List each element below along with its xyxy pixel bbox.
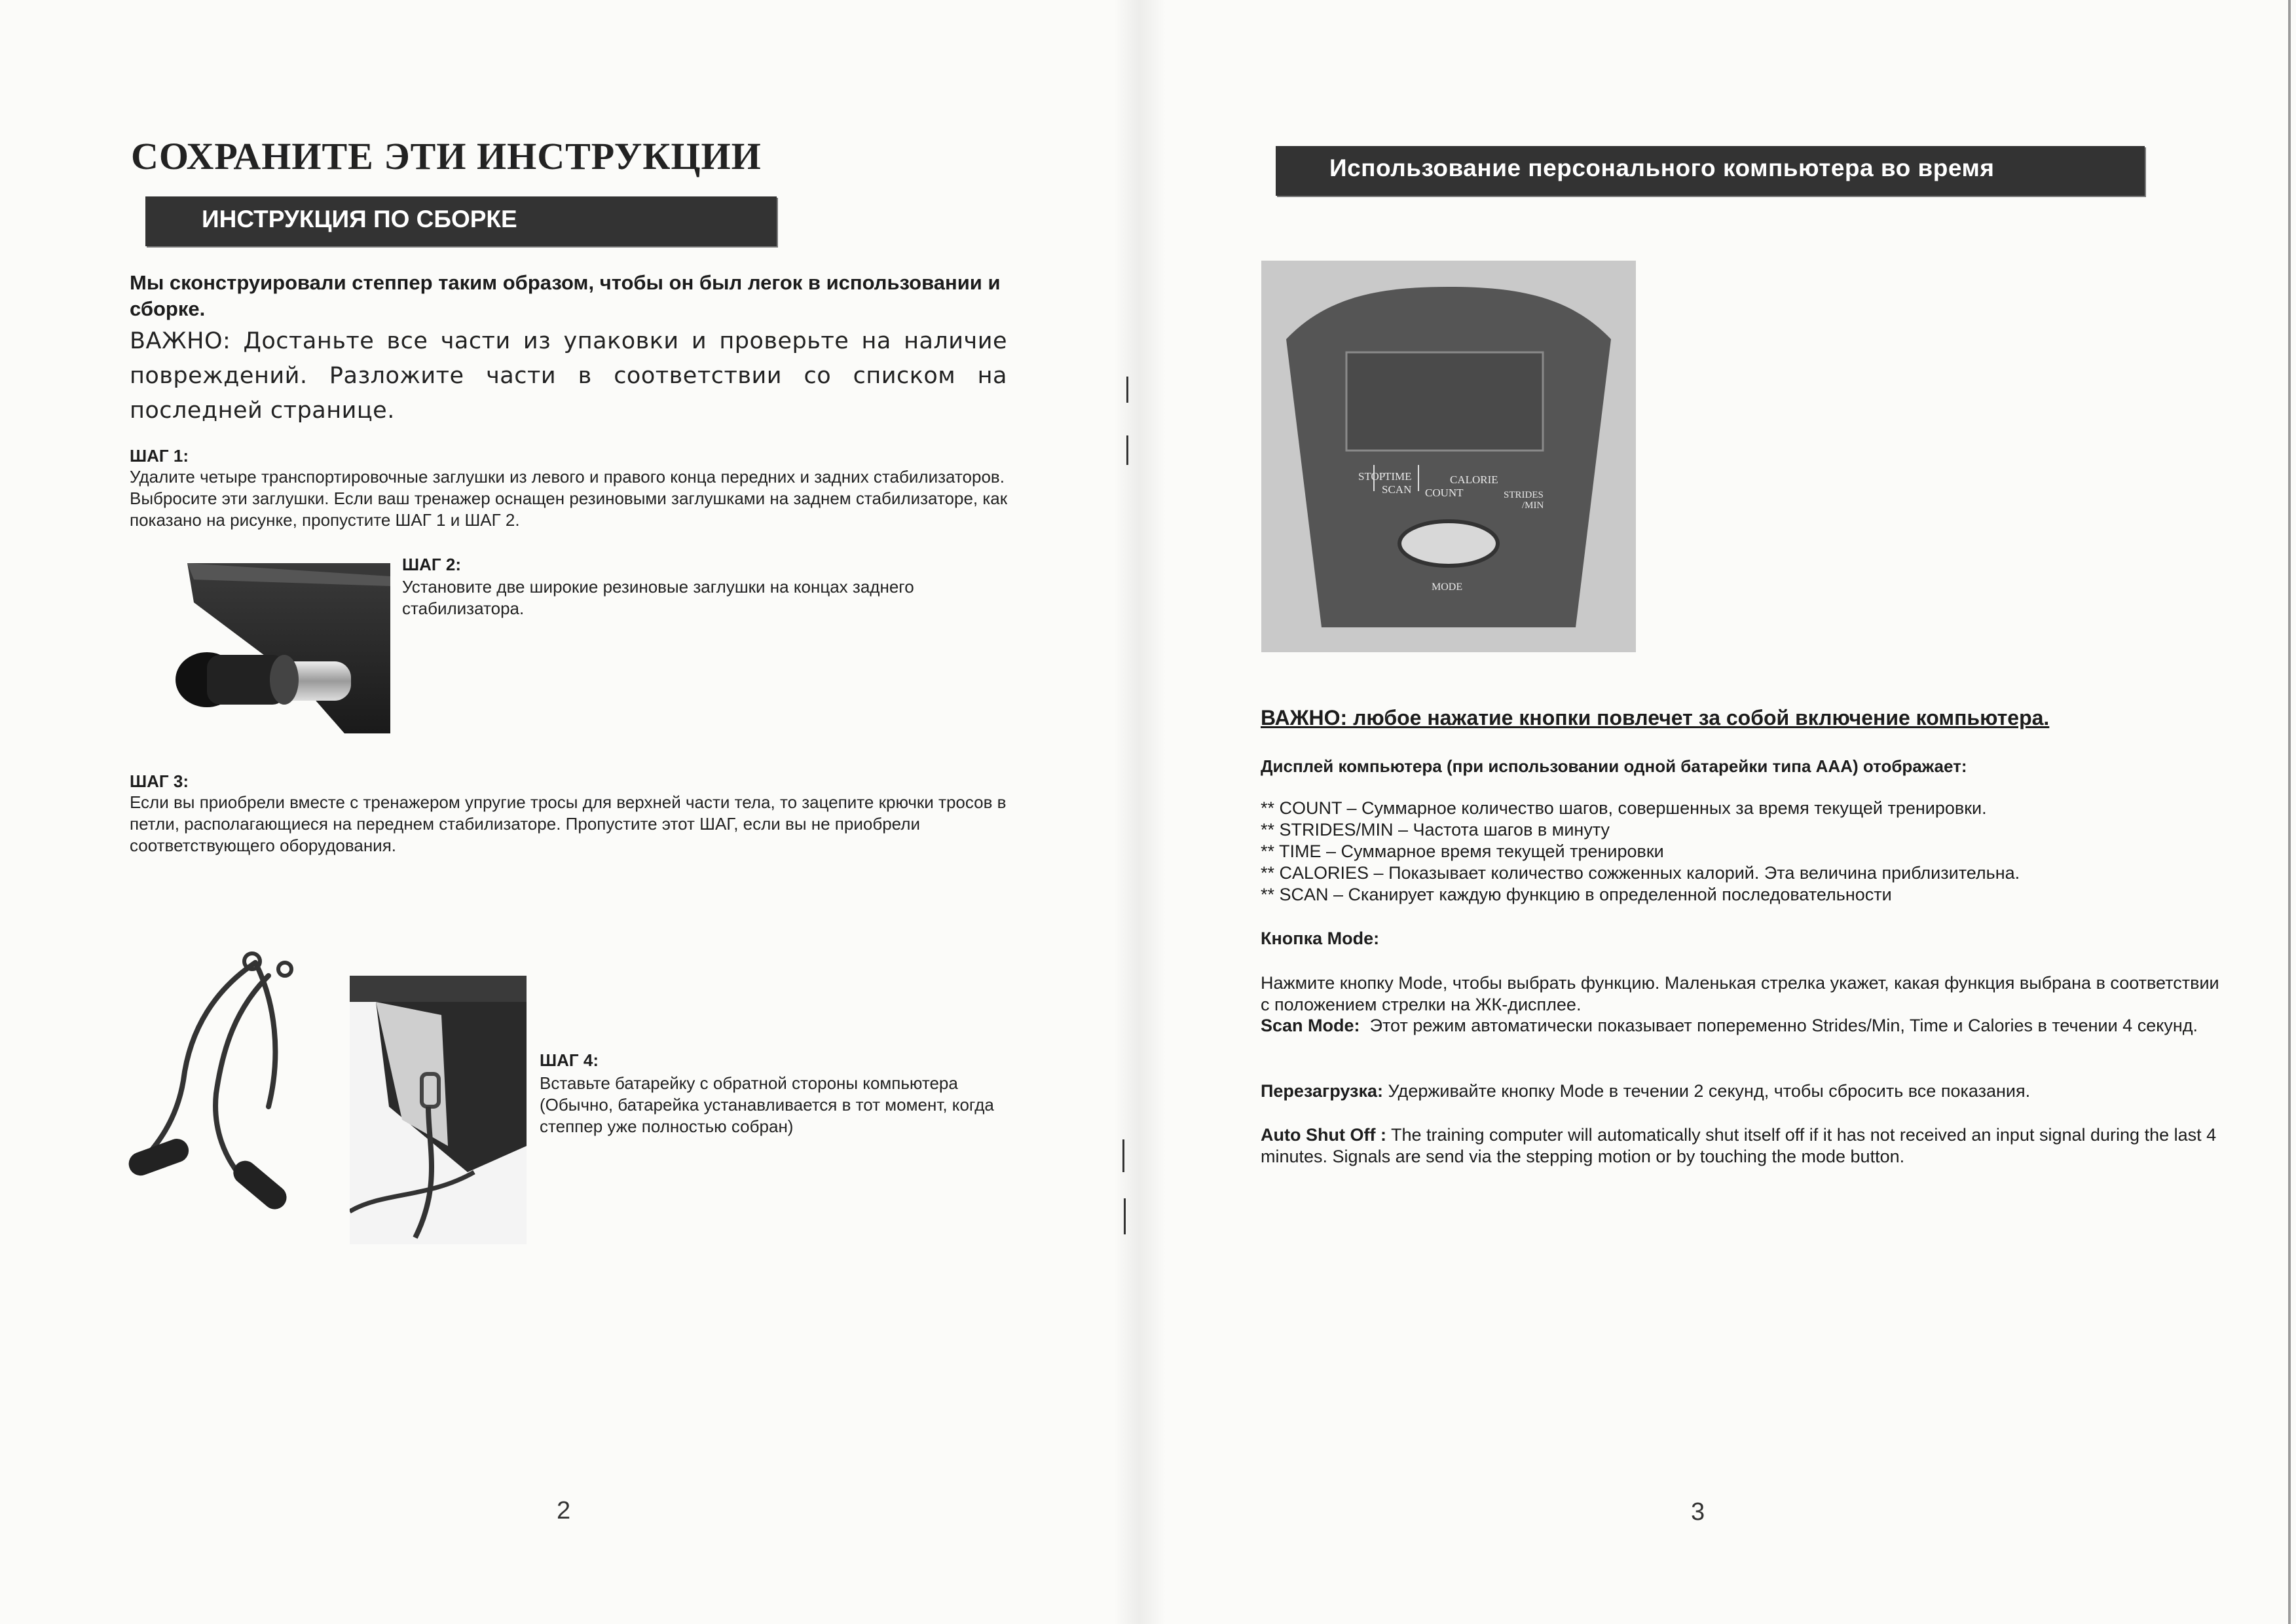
page-edge — [2288, 0, 2291, 1624]
section-banner-label: ИНСТРУКЦИЯ ПО СБОРКЕ — [202, 206, 517, 232]
display-function-list — [1261, 798, 2230, 906]
console-label-scan: SCAN — [1382, 483, 1412, 496]
mode-button-label: MODE — [1432, 581, 1463, 593]
reset-text: Удерживайте кнопку Mode в течении 2 секунд, чтобы сбросить все показания. — [1388, 1081, 2031, 1101]
console-label-time: TIME — [1384, 470, 1412, 483]
staple-mark — [1126, 435, 1128, 465]
section-banner — [1276, 146, 2145, 196]
section-banner — [145, 196, 777, 246]
important-note: ВАЖНО: любое нажатие кнопки повлечет за собой включение компьютера. — [1261, 706, 2050, 729]
resistance-rope-photo — [118, 950, 341, 1225]
battery-install-photo — [350, 976, 527, 1244]
important-note: ВАЖНО: Достаньте все части из упаковки и проверьте на наличие повреждений. Разложите части в соответствии со списком на последней странице. — [130, 328, 1007, 424]
auto-shutoff-text: The training computer will automatically shut itself off if it has not received an input signal during the last 4 minutes. Signals are send via the stepping motion or by touching the mode button. — [1261, 1125, 2217, 1166]
console-label-min: /MIN — [1522, 500, 1544, 511]
intro-paragraph: Мы сконструировали степпер таким образом, чтобы он был легок в использовании и сборке. — [130, 271, 1001, 320]
scan-mode-label: Scan Mode: — [1261, 1016, 1360, 1035]
scan-mode-paragraph — [1261, 1015, 2230, 1037]
console-label-calorie: CALORIE — [1450, 473, 1498, 486]
console-label-stop: STOP — [1358, 470, 1386, 483]
console-label-strides: STRIDES — [1504, 490, 1544, 500]
list-item: ** COUNT – Суммарное количество шагов, совершенных за время текущей тренировки. — [1261, 798, 1987, 818]
stabilizer-cap-photo — [128, 563, 390, 733]
section-banner-label: Использование персонального компьютера во время — [1329, 155, 1995, 181]
step4-text: Вставьте батарейку с обратной стороны компьютера (Обычно, батарейка устанавливается в тот момент, когда степпер уже полностью собран) — [540, 1073, 994, 1136]
list-item: ** TIME – Суммарное время текущей тренировки — [1261, 841, 1664, 861]
step2-text: Установите две широкие резиновые заглушки на концах заднего стабилизатора. — [402, 577, 914, 618]
staple-mark — [1122, 1139, 1124, 1172]
binding-gutter — [1113, 0, 1166, 1624]
page-title: СОХРАНИТЕ ЭТИ ИНСТРУКЦИИ — [131, 135, 762, 177]
display-heading: Дисплей компьютера (при использовании одной батарейки типа AAA) отображает: — [1261, 756, 1967, 776]
mode-description: Нажмите кнопку Mode, чтобы выбрать функцию. Маленькая стрелка укажет, какая функция выбрана в соответствии с положением стрелки на ЖК-дисплее. — [1261, 973, 2219, 1014]
step1-title: ШАГ 1: — [130, 446, 189, 466]
step1-text: Удалите четыре транспортировочные заглушки из левого и правого конца передних и задних стабилизаторов. Выбросите эти заглушки. Если ваш тренажер оснащен резиновыми заглушками на заднем стабилизаторе, как показано на рисунке, пропустите ШАГ 1 и ШАГ 2. — [130, 467, 1008, 530]
mode-heading: Кнопка Mode: — [1261, 929, 1380, 948]
list-item: ** SCAN – Сканирует каждую функцию в определенной последовательности — [1261, 885, 1892, 904]
computer-console-photo — [1261, 261, 1636, 652]
auto-shutoff-paragraph — [1261, 1124, 2230, 1168]
reset-label: Перезагрузка: — [1261, 1081, 1383, 1101]
staple-mark — [1126, 377, 1128, 403]
page-number: 3 — [1691, 1498, 1705, 1526]
step4-title: ШАГ 4: — [540, 1050, 599, 1070]
step3-title: ШАГ 3: — [130, 771, 189, 791]
auto-shutoff-label: Auto Shut Off : — [1261, 1125, 1386, 1145]
list-item: ** STRIDES/MIN – Частота шагов в минуту — [1261, 820, 1610, 840]
console-label-count: COUNT — [1425, 487, 1464, 499]
step2-title: ШАГ 2: — [402, 555, 461, 574]
staple-mark — [1124, 1198, 1126, 1234]
reset-paragraph — [1261, 1080, 2230, 1102]
list-item: ** CALORIES – Показывает количество сожженных калорий. Эта величина приблизительна. — [1261, 863, 2020, 883]
page-number: 2 — [557, 1497, 571, 1524]
step3-text: Если вы приобрели вместе с тренажером упругие тросы для верхней части тела, то зацепите крючки тросов в петли, располагающиеся на переднем стабилизаторе. Пропустите этот ШАГ, если вы не приобрели соответствующего оборудования. — [130, 792, 1007, 855]
scan-mode-text: Этот режим автоматически показывает попеременно Strides/Min, Time и Calories в течении 4 секунд. — [1369, 1016, 2198, 1035]
